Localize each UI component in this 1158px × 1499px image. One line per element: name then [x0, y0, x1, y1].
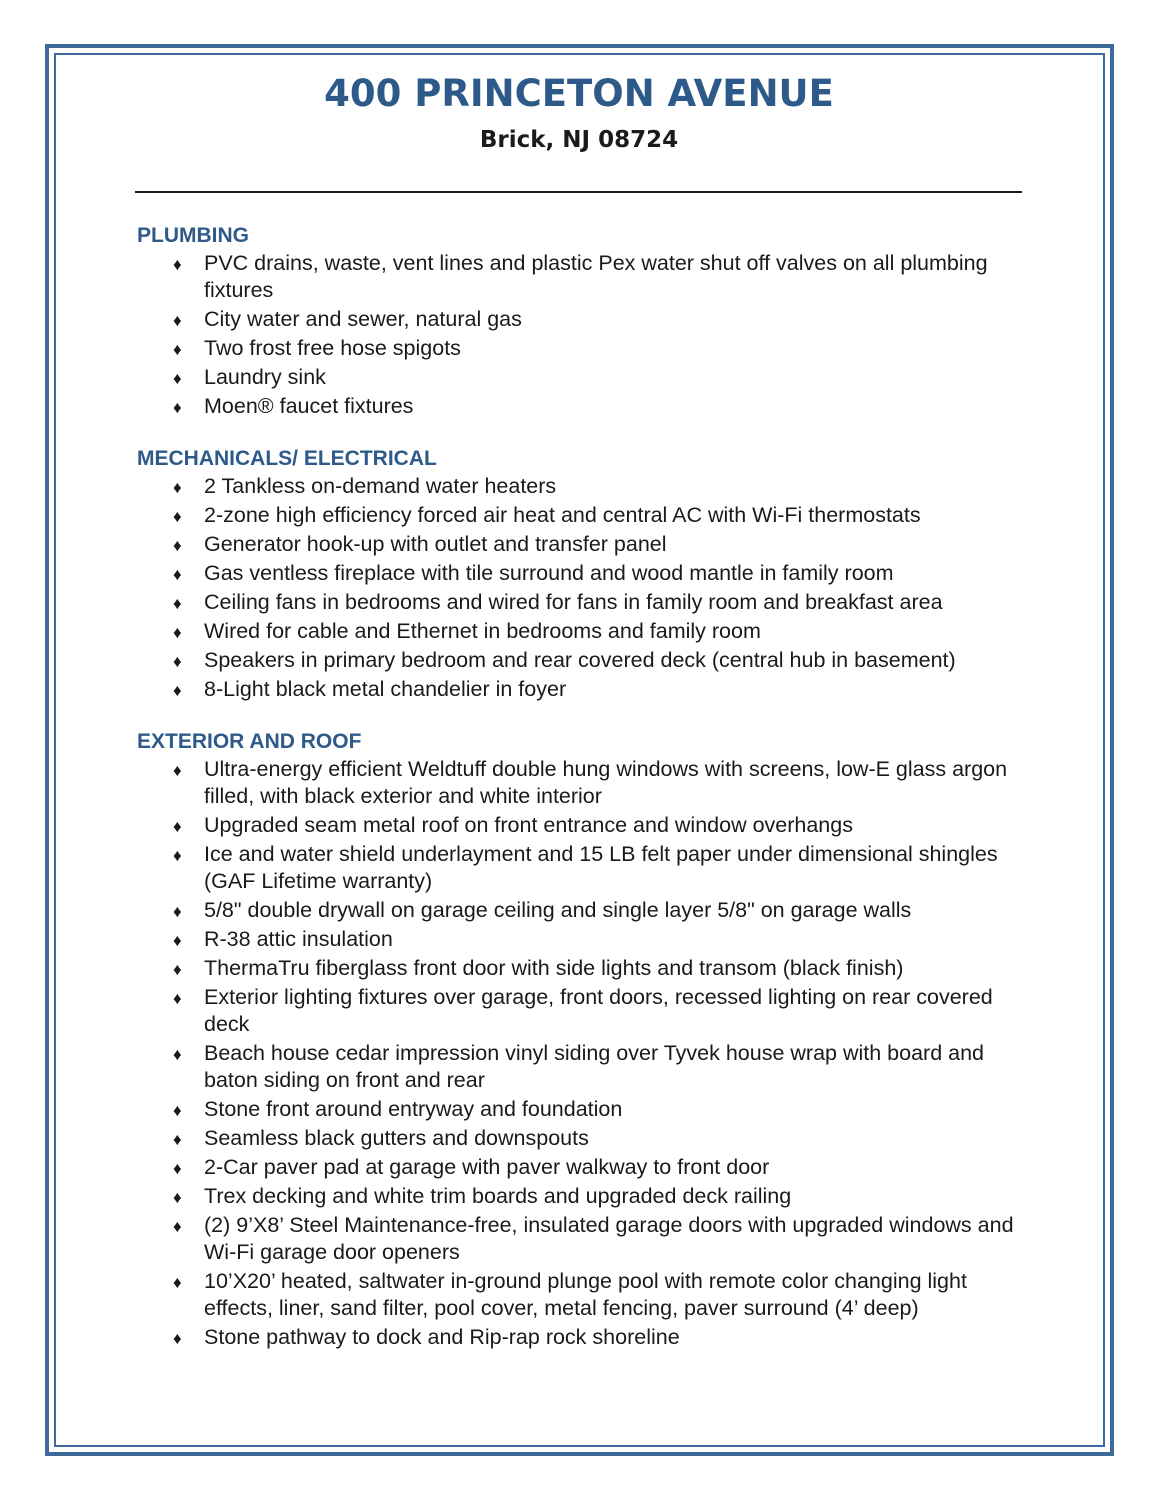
diamond-bullet-icon: ♦	[173, 989, 182, 1008]
diamond-bullet-icon: ♦	[173, 1045, 182, 1064]
list-item	[137, 647, 1037, 674]
list-item-text: 2-Car paver pad at garage with paver walkway to front door	[204, 1155, 770, 1179]
list-item	[137, 473, 1037, 500]
list-item	[137, 364, 1037, 391]
list-item-text: Laundry sink	[204, 365, 326, 389]
diamond-bullet-icon: ♦	[173, 1159, 182, 1178]
list-item-text: Beach house cedar impression vinyl siding over Tyvek house wrap with board and baton siding on front and rear	[204, 1041, 985, 1092]
diamond-bullet-icon: ♦	[173, 1329, 182, 1348]
list-item	[137, 250, 1037, 304]
diamond-bullet-icon: ♦	[173, 398, 182, 417]
list-item-text: 2-zone high efficiency forced air heat and central AC with Wi-Fi thermostats	[204, 503, 921, 527]
list-item	[137, 1125, 1037, 1152]
list-item	[137, 756, 1037, 810]
diamond-bullet-icon: ♦	[173, 369, 182, 388]
list-item	[137, 1324, 1037, 1351]
section-heading: PLUMBING	[137, 224, 249, 247]
list-item-text: Ultra-energy efficient Weldtuff double hung windows with screens, low-E glass argon filled, with black exterior and white interior	[204, 757, 1008, 808]
list-item	[137, 841, 1037, 895]
list-item	[137, 984, 1037, 1038]
diamond-bullet-icon: ♦	[173, 761, 182, 780]
diamond-bullet-icon: ♦	[173, 846, 182, 865]
list-item-text: R-38 attic insulation	[204, 927, 393, 951]
diamond-bullet-icon: ♦	[173, 1130, 182, 1149]
diamond-bullet-icon: ♦	[173, 255, 182, 274]
diamond-bullet-icon: ♦	[173, 536, 182, 555]
list-item-text: 8-Light black metal chandelier in foyer	[204, 677, 567, 701]
list-item	[137, 955, 1037, 982]
list-item-text: Two frost free hose spigots	[204, 336, 461, 360]
list-item-text: Moen® faucet fixtures	[204, 394, 414, 418]
list-item	[137, 1268, 1037, 1322]
diamond-bullet-icon: ♦	[173, 817, 182, 836]
list-item-text: Trex decking and white trim boards and upgraded deck railing	[204, 1184, 792, 1208]
diamond-bullet-icon: ♦	[173, 1273, 182, 1292]
diamond-bullet-icon: ♦	[173, 902, 182, 921]
list-item-text: (2) 9’X8’ Steel Maintenance-free, insulated garage doors with upgraded windows and Wi-Fi garage door openers	[204, 1213, 1014, 1264]
diamond-bullet-icon: ♦	[173, 478, 182, 497]
list-item-text: Generator hook-up with outlet and transfer panel	[204, 532, 667, 556]
list-item	[137, 1154, 1037, 1181]
list-item-text: Ceiling fans in bedrooms and wired for fans in family room and breakfast area	[204, 590, 943, 614]
list-item-text: Speakers in primary bedroom and rear covered deck (central hub in basement)	[204, 648, 956, 672]
list-item-text: Stone front around entryway and foundation	[204, 1097, 623, 1121]
list-item-text: Stone pathway to dock and Rip-rap rock shoreline	[204, 1325, 680, 1349]
property-address-title: 400 PRINCETON AVENUE	[324, 72, 834, 115]
section-mechanicals-electrical	[137, 445, 1037, 703]
list-item-text: ThermaTru fiberglass front door with side lights and transom (black finish)	[204, 956, 904, 980]
list-item	[137, 335, 1037, 362]
section-heading: EXTERIOR AND ROOF	[137, 730, 362, 753]
list-item-text: Ice and water shield underlayment and 15 LB felt paper under dimensional shingles (GAF Lifetime warranty)	[204, 842, 998, 893]
list-item-text: Wired for cable and Ethernet in bedrooms and family room	[204, 619, 761, 643]
list-item-text: 10’X20’ heated, saltwater in-ground plunge pool with remote color changing light effects, liner, sand filter, pool cover, metal fencing, paver surround (4’ deep)	[204, 1269, 967, 1320]
list-item-text: 2 Tankless on-demand water heaters	[204, 474, 557, 498]
diamond-bullet-icon: ♦	[173, 931, 182, 950]
list-item	[137, 560, 1037, 587]
feature-list	[137, 756, 1037, 1351]
diamond-bullet-icon: ♦	[173, 594, 182, 613]
feature-list	[137, 473, 1037, 703]
property-city-subtitle: Brick, NJ 08724	[479, 127, 679, 153]
list-item-text: Upgraded seam metal roof on front entrance and window overhangs	[204, 813, 853, 837]
list-item	[137, 306, 1037, 333]
list-item	[137, 1096, 1037, 1123]
list-item-text: Exterior lighting fixtures over garage, front doors, recessed lighting on rear covered deck	[204, 985, 993, 1036]
diamond-bullet-icon: ♦	[173, 623, 182, 642]
diamond-bullet-icon: ♦	[173, 1188, 182, 1207]
diamond-bullet-icon: ♦	[173, 1217, 182, 1236]
section-heading: MECHANICALS/ ELECTRICAL	[137, 447, 437, 470]
feature-list	[137, 250, 1037, 420]
list-item	[137, 618, 1037, 645]
list-item	[137, 531, 1037, 558]
list-item-text: PVC drains, waste, vent lines and plastic Pex water shut off valves on all plumbing fixtures	[204, 251, 988, 302]
diamond-bullet-icon: ♦	[173, 311, 182, 330]
list-item	[137, 589, 1037, 616]
section-exterior-roof	[137, 728, 1037, 1351]
diamond-bullet-icon: ♦	[173, 1101, 182, 1120]
list-item-text: City water and sewer, natural gas	[204, 307, 522, 331]
list-item-text: Seamless black gutters and downspouts	[204, 1126, 589, 1150]
list-item	[137, 926, 1037, 953]
list-item	[137, 1212, 1037, 1266]
list-item-text: 5/8" double drywall on garage ceiling and single layer 5/8" on garage walls	[204, 898, 912, 922]
diamond-bullet-icon: ♦	[173, 960, 182, 979]
diamond-bullet-icon: ♦	[173, 507, 182, 526]
diamond-bullet-icon: ♦	[173, 681, 182, 700]
diamond-bullet-icon: ♦	[173, 565, 182, 584]
list-item	[137, 897, 1037, 924]
list-item	[137, 1040, 1037, 1094]
list-item	[137, 676, 1037, 703]
features-list	[137, 222, 1037, 1376]
list-item	[137, 502, 1037, 529]
list-item	[137, 393, 1037, 420]
section-plumbing	[137, 222, 1037, 420]
list-item	[137, 812, 1037, 839]
list-item	[137, 1183, 1037, 1210]
header-divider	[135, 191, 1022, 193]
diamond-bullet-icon: ♦	[173, 652, 182, 671]
diamond-bullet-icon: ♦	[173, 340, 182, 359]
list-item-text: Gas ventless fireplace with tile surround and wood mantle in family room	[204, 561, 894, 585]
